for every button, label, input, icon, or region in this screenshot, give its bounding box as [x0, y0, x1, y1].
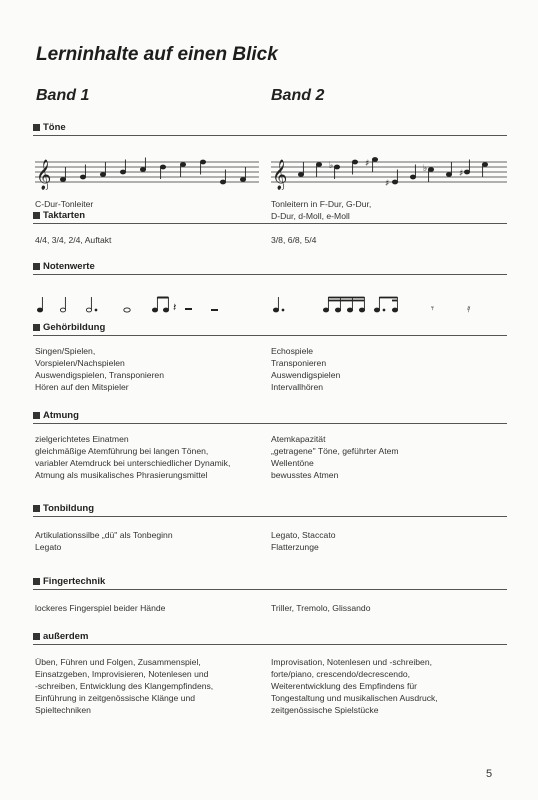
section-heading: Töne: [33, 122, 507, 136]
section-heading: Gehörbildung: [33, 322, 507, 336]
tonbildung-band2-text: Legato, Staccato Flatterzunge: [271, 530, 336, 552]
section-heading: Taktarten: [33, 210, 507, 224]
svg-text:𝄽: 𝄽: [173, 301, 177, 314]
section-notenwerte: [33, 261, 507, 315]
atmung-band2-text: Atemkapazität „getragene" Töne, geführter Atem Wellentöne bewusstes Atmen: [271, 434, 399, 480]
section-heading: Tonbildung: [33, 503, 507, 517]
square-bullet-icon: [33, 412, 40, 419]
section-atmung: [33, 410, 507, 484]
square-bullet-icon: [33, 124, 40, 131]
section-gehoerbildung: [33, 322, 507, 396]
fingertechnik-band1-text: lockeres Fingerspiel beider Hände: [35, 603, 166, 613]
gehoerbildung-band2-text: Echospiele Transponieren Auswendigspielen Intervallhören: [271, 346, 341, 392]
section-fingertechnik: [33, 576, 507, 620]
atmung-band1-text: zielgerichtetes Einatmen gleichmäßige Atemführung bei langen Tönen, variabler Atemdruck bei unterschiedlicher Dynamik, Atmung als musikalisches Phrasierungsmittel: [35, 434, 231, 480]
section-tonbildung: [33, 503, 507, 557]
section-heading: Notenwerte: [33, 261, 507, 275]
square-bullet-icon: [33, 212, 40, 219]
section-heading: Atmung: [33, 410, 507, 424]
fingertechnik-band2-text: Triller, Tremolo, Glissando: [271, 603, 371, 613]
svg-text:♯: ♯: [365, 159, 370, 169]
section-toene: [33, 122, 507, 221]
band-1-heading: Band 1: [36, 87, 90, 104]
band1-note-values: [35, 287, 263, 317]
treble-clef-icon: 𝄞: [272, 160, 288, 190]
ausserdem-band1-text: Üben, Führen und Folgen, Zusammenspiel, Einsatzgeben, Improvisieren, Notenlesen und -schreiben, Entwicklung des Klangempfindens, Einführung in zeitgenössische Klänge und Spieltechniken: [35, 657, 214, 715]
toene-band2-text: Tonleitern in F-Dur, G-Dur, D-Dur, d-Moll, e-Moll: [271, 199, 372, 221]
square-bullet-icon: [33, 324, 40, 331]
svg-text:♯: ♯: [385, 179, 390, 189]
page-title: Lerninhalte auf einen Blick: [36, 44, 278, 65]
tonbildung-band1-text: Artikulationssilbe „dü" als Tonbeginn Legato: [35, 530, 173, 552]
section-heading: Fingertechnik: [33, 576, 507, 590]
band2-note-values: [271, 287, 507, 317]
svg-text:𝄿: 𝄿: [467, 302, 471, 315]
taktarten-band1-text: 4/4, 3/4, 2/4, Auftakt: [35, 235, 112, 245]
svg-text:♯: ♯: [459, 169, 464, 179]
band-2-heading: Band 2: [271, 87, 325, 104]
svg-text:♭: ♭: [423, 164, 428, 174]
section-taktarten: [33, 210, 507, 254]
square-bullet-icon: [33, 505, 40, 512]
square-bullet-icon: [33, 578, 40, 585]
ausserdem-band2-text: Improvisation, Notenlesen und -schreiben, forte/piano, crescendo/decrescendo, Weiterentwicklung des Empfindens für Tongestaltung und musikalischen Ausdruck, zeitgenössische Spielstücke: [271, 657, 438, 715]
svg-text:♭: ♭: [329, 161, 334, 171]
taktarten-band2-text: 3/8, 6/8, 5/4: [271, 235, 317, 245]
page-number: 5: [486, 768, 493, 780]
svg-text:𝄾: 𝄾: [431, 302, 434, 315]
band2-scales-staff: [271, 154, 507, 190]
section-heading: außerdem: [33, 631, 507, 645]
gehoerbildung-band1-text: Singen/Spielen, Vorspielen/Nachspielen Auswendigspielen, Transponieren Hören auf den Mitspieler: [35, 346, 164, 392]
toene-band1-text: C-Dur-Tonleiter: [35, 199, 94, 209]
square-bullet-icon: [33, 633, 40, 640]
square-bullet-icon: [33, 263, 40, 270]
treble-clef-icon: 𝄞: [36, 160, 52, 190]
section-ausserdem: [33, 631, 507, 715]
c-major-scale-staff: [35, 154, 259, 190]
